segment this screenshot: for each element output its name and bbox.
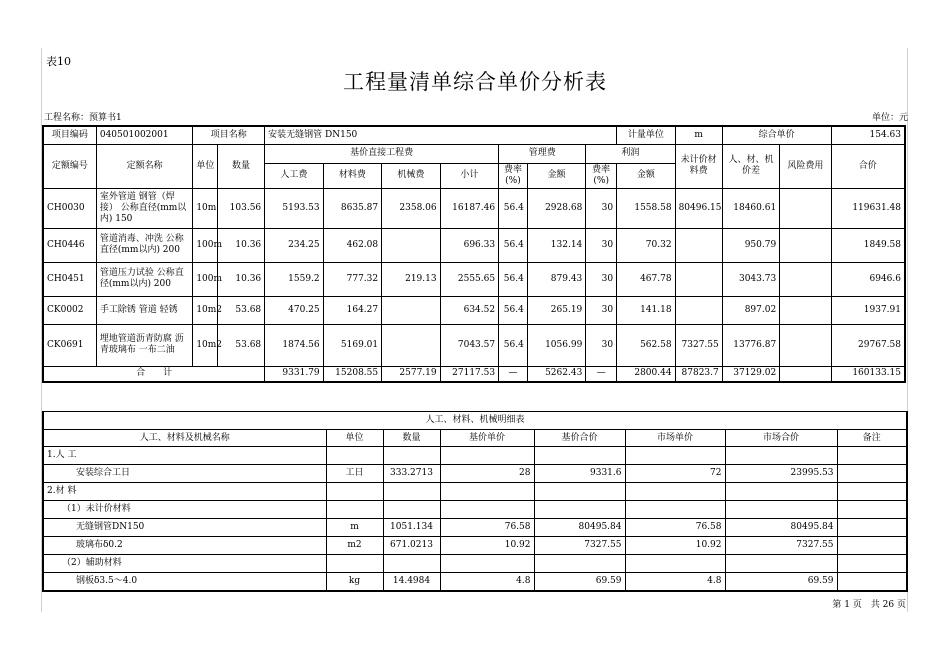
resource-note <box>837 573 907 591</box>
resource-unit <box>326 483 383 501</box>
detail-col-note: 备注 <box>837 430 907 447</box>
quota-quantity: 53.68 <box>217 324 264 366</box>
total-unpriced-material: 87823.7 <box>675 366 722 382</box>
unpriced-material: 7327.55 <box>675 324 722 366</box>
labor-cost: 470.25 <box>265 296 323 324</box>
mgmt-rate: 56.4 <box>499 324 528 366</box>
quota-quantity: 53.68 <box>217 296 264 324</box>
quota-row <box>43 188 905 228</box>
direct-subtotal: 16187.46 <box>440 188 498 228</box>
machine-cost <box>382 324 440 366</box>
col-profit-rate: 费率(%) <box>586 163 617 188</box>
quota-code: CK0002 <box>43 296 96 324</box>
project-name: 工程名称：预算书1 <box>44 113 122 123</box>
col-price-difference: 人、材、机价差 <box>722 144 779 188</box>
resource-unit <box>326 555 383 573</box>
project-name-label: 项目名称 <box>193 126 265 144</box>
material-cost: 164.27 <box>323 296 381 324</box>
base-total-price: 80495.84 <box>534 519 625 537</box>
market-unit-price <box>625 447 725 465</box>
table-number-label: 表10 <box>46 55 71 68</box>
unpriced-material <box>675 228 722 262</box>
mgmt-rate: 56.4 <box>499 262 528 296</box>
resource-unit <box>326 447 383 465</box>
col-unpriced-material: 未计价材料费 <box>675 144 722 188</box>
profit-amount: 562.58 <box>617 324 675 366</box>
resource-quantity <box>383 555 440 573</box>
material-cost: 462.08 <box>323 228 381 262</box>
quota-row <box>43 228 905 262</box>
quota-name: 手工除锈 管道 轻锈 <box>96 296 192 324</box>
market-total-price: 7327.55 <box>725 537 837 555</box>
resource-quantity <box>383 447 440 465</box>
market-unit-price: 4.8 <box>625 573 725 591</box>
detail-row <box>43 537 907 555</box>
detail-row <box>43 483 907 501</box>
col-labor: 人工费 <box>265 163 323 188</box>
market-unit-price <box>625 483 725 501</box>
project-item-name: 安装无缝钢管 DN150 <box>265 126 617 144</box>
base-total-price <box>534 483 625 501</box>
quota-row <box>43 324 905 366</box>
measure-unit: m <box>675 126 722 144</box>
detail-col-qty: 数量 <box>383 430 440 447</box>
unpriced-material <box>675 296 722 324</box>
market-total-price: 23995.53 <box>725 465 837 483</box>
quota-unit: 100m <box>193 228 218 262</box>
base-unit-price <box>440 501 534 519</box>
detail-col-unit: 单位 <box>326 430 383 447</box>
total-profit-amount: 2800.44 <box>617 366 675 382</box>
resource-quantity <box>383 501 440 519</box>
total-material: 15208.55 <box>323 366 381 382</box>
market-unit-price <box>625 501 725 519</box>
resource-quantity <box>383 483 440 501</box>
project-code-label: 项目编码 <box>43 126 96 144</box>
risk-cost <box>780 228 831 262</box>
resource-note <box>837 483 907 501</box>
col-profit-group: 利润 <box>586 144 675 163</box>
total-subtotal: 27117.53 <box>440 366 498 382</box>
total-label: 合 计 <box>43 366 265 382</box>
base-total-price <box>534 555 625 573</box>
market-unit-price: 10.92 <box>625 537 725 555</box>
quota-quantity: 10.36 <box>217 262 264 296</box>
total-mgmt-rate: — <box>499 366 528 382</box>
price-difference: 13776.87 <box>722 324 779 366</box>
total-risk-cost <box>780 366 831 382</box>
base-unit-price <box>440 555 534 573</box>
profit-amount: 141.18 <box>617 296 675 324</box>
direct-subtotal: 2555.65 <box>440 262 498 296</box>
base-total-price: 7327.55 <box>534 537 625 555</box>
detail-section-title-row <box>43 412 907 430</box>
col-quantity: 数量 <box>217 144 264 188</box>
machine-cost: 2358.06 <box>382 188 440 228</box>
base-unit-price: 76.58 <box>440 519 534 537</box>
resource-name: （1）未计价材料 <box>43 501 326 519</box>
market-unit-price: 76.58 <box>625 519 725 537</box>
market-total-price: 69.59 <box>725 573 837 591</box>
detail-row <box>43 447 907 465</box>
unpriced-material <box>675 262 722 296</box>
col-machine: 机械费 <box>382 163 440 188</box>
risk-cost <box>780 324 831 366</box>
mgmt-rate: 56.4 <box>499 228 528 262</box>
col-profit-amount: 金额 <box>617 163 675 188</box>
row-total: 1849.58 <box>831 228 905 262</box>
resource-name: 安装综合工日 <box>43 465 326 483</box>
quota-name: 室外管道 钢管（焊接） 公称直径(mm以内) 150 <box>96 188 192 228</box>
col-subtotal: 小计 <box>440 163 498 188</box>
total-labor: 9331.79 <box>265 366 323 382</box>
machine-cost: 219.13 <box>382 262 440 296</box>
col-direct-cost-group: 基价直接工程费 <box>265 144 499 163</box>
material-cost: 777.32 <box>323 262 381 296</box>
resource-note <box>837 555 907 573</box>
material-cost: 8635.87 <box>323 188 381 228</box>
total-price-difference: 37129.02 <box>722 366 779 382</box>
machine-cost <box>382 228 440 262</box>
price-difference: 3043.73 <box>722 262 779 296</box>
resource-note <box>837 519 907 537</box>
price-difference: 18460.61 <box>722 188 779 228</box>
col-unit: 单位 <box>193 144 218 188</box>
market-total-price <box>725 447 837 465</box>
labor-cost: 234.25 <box>265 228 323 262</box>
base-unit-price: 10.92 <box>440 537 534 555</box>
base-total-price: 69.59 <box>534 573 625 591</box>
resource-unit: m <box>326 519 383 537</box>
total-profit-rate: — <box>586 366 617 382</box>
row-total: 1937.91 <box>831 296 905 324</box>
resource-quantity: 671.0213 <box>383 537 440 555</box>
detail-col-base-total: 基价合价 <box>534 430 625 447</box>
detail-header-row <box>43 430 907 447</box>
row-total: 29767.58 <box>831 324 905 366</box>
base-total-price: 9331.6 <box>534 465 625 483</box>
col-quota-code: 定额编号 <box>43 144 96 188</box>
risk-cost <box>780 188 831 228</box>
material-cost: 5169.01 <box>323 324 381 366</box>
price-difference: 950.79 <box>722 228 779 262</box>
resource-quantity: 14.4984 <box>383 573 440 591</box>
mgmt-amount: 1056.99 <box>527 324 585 366</box>
profit-rate: 30 <box>586 228 617 262</box>
resource-unit: m2 <box>326 537 383 555</box>
resource-quantity: 1051.134 <box>383 519 440 537</box>
col-quota-name: 定额名称 <box>96 144 192 188</box>
detail-col-market-price: 市场单价 <box>625 430 725 447</box>
composite-price-label: 综合单价 <box>722 126 831 144</box>
base-unit-price <box>440 447 534 465</box>
profit-amount: 1558.58 <box>617 188 675 228</box>
resource-unit <box>326 501 383 519</box>
page-indicator: 第 1 页 共 26 页 <box>832 600 906 610</box>
market-total-price <box>725 501 837 519</box>
quota-unit: 100m <box>193 262 218 296</box>
market-total-price <box>725 483 837 501</box>
resource-name: 玻璃布δ0.2 <box>43 537 326 555</box>
currency-unit-label: 单位：元 <box>871 113 908 123</box>
resource-name: 1.人 工 <box>43 447 326 465</box>
quota-unit: 10m <box>193 188 218 228</box>
detail-col-market-total: 市场合价 <box>725 430 837 447</box>
detail-row <box>43 465 907 483</box>
mgmt-amount: 265.19 <box>527 296 585 324</box>
composite-price: 154.63 <box>831 126 905 144</box>
header-info-row <box>43 126 905 144</box>
unpriced-material: 80496.15 <box>675 188 722 228</box>
base-unit-price <box>440 483 534 501</box>
labor-cost: 1559.2 <box>265 262 323 296</box>
mgmt-amount: 879.43 <box>527 262 585 296</box>
mgmt-amount: 2928.68 <box>527 188 585 228</box>
grand-total: 160133.15 <box>831 366 905 382</box>
quota-quantity: 103.56 <box>217 188 264 228</box>
project-code: 040501002001 <box>96 126 192 144</box>
market-unit-price <box>625 555 725 573</box>
base-unit-price: 4.8 <box>440 573 534 591</box>
risk-cost <box>780 262 831 296</box>
market-unit-price: 72 <box>625 465 725 483</box>
quota-code: CK0691 <box>43 324 96 366</box>
column-header-row <box>43 144 905 163</box>
quota-unit: 10m2 <box>193 296 218 324</box>
col-mgmt-amount: 金额 <box>527 163 585 188</box>
col-management-group: 管理费 <box>499 144 586 163</box>
resource-name: （2）辅助材料 <box>43 555 326 573</box>
resource-name: 2.材 料 <box>43 483 326 501</box>
resource-note <box>837 501 907 519</box>
market-total-price: 80495.84 <box>725 519 837 537</box>
price-difference: 897.02 <box>722 296 779 324</box>
mgmt-amount: 132.14 <box>527 228 585 262</box>
quota-code: CH0030 <box>43 188 96 228</box>
quota-name: 管道压力试验 公称直径(mm以内) 200 <box>96 262 192 296</box>
resource-name: 无缝钢管DN150 <box>43 519 326 537</box>
total-row <box>43 366 905 382</box>
direct-subtotal: 634.52 <box>440 296 498 324</box>
col-risk-cost: 风险费用 <box>780 144 831 188</box>
base-unit-price: 28 <box>440 465 534 483</box>
profit-amount: 467.78 <box>617 262 675 296</box>
detail-col-name: 人工、材料及机械名称 <box>43 430 326 447</box>
detail-row <box>43 519 907 537</box>
mgmt-rate: 56.4 <box>499 296 528 324</box>
detail-row <box>43 573 907 591</box>
detail-row <box>43 501 907 519</box>
row-total: 119631.48 <box>831 188 905 228</box>
base-total-price <box>534 447 625 465</box>
quota-unit: 10m2 <box>193 324 218 366</box>
mgmt-rate: 56.4 <box>499 188 528 228</box>
detail-row <box>43 555 907 573</box>
col-total: 合价 <box>831 144 905 188</box>
profit-rate: 30 <box>586 188 617 228</box>
machine-cost <box>382 296 440 324</box>
resource-quantity: 333.2713 <box>383 465 440 483</box>
unit-price-analysis-table <box>42 125 906 383</box>
base-total-price <box>534 501 625 519</box>
resource-detail-table <box>42 411 908 592</box>
risk-cost <box>780 296 831 324</box>
resource-note <box>837 465 907 483</box>
profit-rate: 30 <box>586 262 617 296</box>
labor-cost: 1874.56 <box>265 324 323 366</box>
labor-cost: 5193.53 <box>265 188 323 228</box>
quota-row <box>43 296 905 324</box>
page-title: 工程量清单综合单价分析表 <box>343 70 607 94</box>
total-mgmt-amount: 5262.43 <box>527 366 585 382</box>
detail-section-title: 人工、材料、机械明细表 <box>43 412 907 430</box>
col-material: 材料费 <box>323 163 381 188</box>
resource-unit: 工日 <box>326 465 383 483</box>
resource-note <box>837 537 907 555</box>
quota-quantity: 10.36 <box>217 228 264 262</box>
total-machine: 2577.19 <box>382 366 440 382</box>
quota-name: 埋地管道沥青防腐 沥青玻璃布 一布二油 <box>96 324 192 366</box>
quota-row <box>43 262 905 296</box>
direct-subtotal: 696.33 <box>440 228 498 262</box>
profit-rate: 30 <box>586 324 617 366</box>
quota-name: 管道消毒、冲洗 公称直径(mm以内) 200 <box>96 228 192 262</box>
quota-code: CH0451 <box>43 262 96 296</box>
profit-rate: 30 <box>586 296 617 324</box>
col-mgmt-rate: 费率(%) <box>499 163 528 188</box>
measure-unit-label: 计量单位 <box>617 126 675 144</box>
profit-amount: 70.32 <box>617 228 675 262</box>
resource-name: 钢板δ3.5～4.0 <box>43 573 326 591</box>
direct-subtotal: 7043.57 <box>440 324 498 366</box>
market-total-price <box>725 555 837 573</box>
detail-col-base-price: 基价单价 <box>440 430 534 447</box>
resource-note <box>837 447 907 465</box>
row-total: 6946.6 <box>831 262 905 296</box>
resource-unit: kg <box>326 573 383 591</box>
quota-code: CH0446 <box>43 228 96 262</box>
